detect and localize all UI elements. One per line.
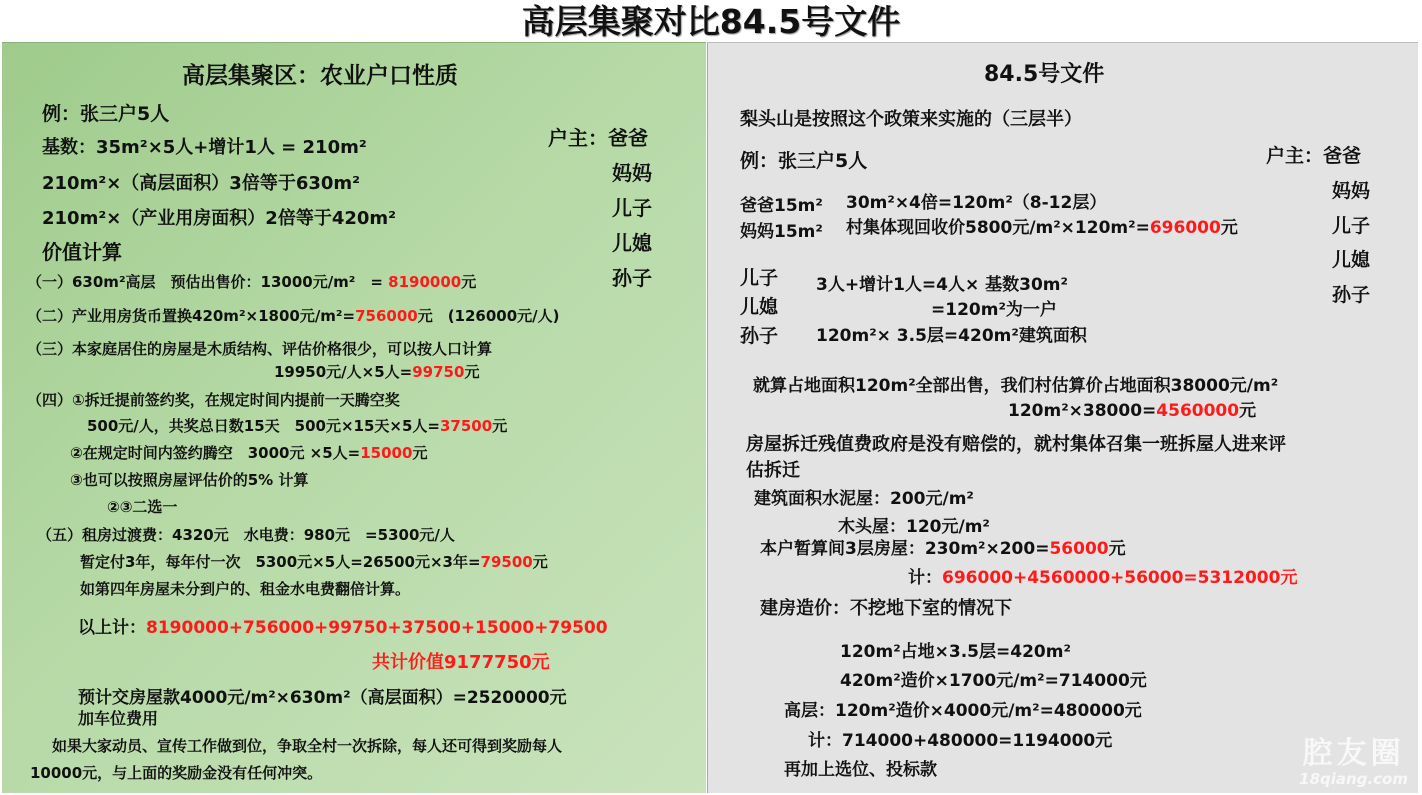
right-panel bbox=[707, 42, 1418, 793]
left-prepay: 预计交房屋款4000元/m²×630m²（高层面积）=2520000元 bbox=[78, 688, 567, 708]
right-heading: 84.5号文件 bbox=[984, 62, 1105, 87]
left-heading: 高层集聚区：农业户口性质 bbox=[182, 63, 458, 89]
left-family-grandson: 孙子 bbox=[612, 266, 652, 290]
right-family-grandson: 孙子 bbox=[1332, 284, 1371, 306]
left-item4-line2: 500元/人，共奖总日数15天 500元×15天×5人=37500元 bbox=[87, 417, 508, 435]
right-bc1: 120m²占地×3.5层=420m² bbox=[840, 642, 1071, 662]
right-bc4: 计：714000+480000=1194000元 bbox=[808, 731, 1113, 751]
right-grandson: 孙子 bbox=[740, 325, 779, 347]
right-example: 例：张三户5人 bbox=[740, 150, 868, 172]
right-wood: 木头屋：120元/m² bbox=[838, 517, 990, 537]
right-calc4: =120m²为一户 bbox=[931, 300, 1057, 320]
left-note-line1: 如果大家动员、宣传工作做到位，争取全村一次拆除，每人还可得到奖励每人 bbox=[52, 737, 563, 755]
left-family-head: 户主：爸爸 bbox=[548, 126, 648, 150]
left-panel bbox=[2, 42, 706, 793]
right-son: 儿子 bbox=[740, 267, 779, 289]
left-family-son: 儿子 bbox=[612, 196, 652, 220]
left-parking: 加车位费用 bbox=[78, 709, 159, 728]
right-cement: 建筑面积水泥屋：200元/m² bbox=[754, 489, 974, 509]
left-note-line2: 10000元，与上面的奖励金没有任何冲突。 bbox=[30, 764, 323, 782]
right-calc2: 村集体现回收价5800元/m²×120m²=696000元 bbox=[846, 218, 1238, 238]
right-residual-line1: 房屋拆迁残值费政府是没有赔偿的，就村集体召集一班拆屋人进来评 bbox=[746, 434, 1286, 455]
right-land-line2: 120m²×38000=4560000元 bbox=[1008, 401, 1257, 421]
right-daughter-in-law: 儿媳 bbox=[740, 296, 779, 318]
left-example: 例：张三户5人 bbox=[42, 103, 170, 125]
left-item5-line1: （五）租房过渡费：4320元 水电费：980元 =5300元/人 bbox=[37, 526, 455, 544]
right-household: 本户暂算间3层房屋：230m²×200=56000元 bbox=[760, 539, 1126, 559]
left-item4-line3: ②在规定时间内签约腾空 3000元 ×5人=15000元 bbox=[70, 444, 428, 462]
left-item1: （一）630m²高层 预估出售价：13000元/m² = 8190000元 bbox=[27, 273, 477, 291]
right-calc5: 120m²× 3.5层=420m²建筑面积 bbox=[816, 326, 1087, 346]
left-industrial-area: 210m²×（产业用房面积）2倍等于420m² bbox=[42, 208, 397, 229]
left-family-mom: 妈妈 bbox=[612, 161, 652, 185]
watermark-logo: 腔友圈 18qiang.com bbox=[1299, 736, 1408, 788]
left-total: 共计价值9177750元 bbox=[372, 652, 550, 673]
right-bc5: 再加上选位、投标款 bbox=[784, 760, 937, 780]
right-bc3: 高层：120m²造价×4000元/m²=480000元 bbox=[784, 701, 1142, 721]
right-calc1: 30m²×4倍=120m²（8-12层） bbox=[846, 193, 1107, 213]
right-family-son: 儿子 bbox=[1332, 215, 1371, 237]
left-value-calc: 价值计算 bbox=[42, 240, 122, 264]
right-intro: 梨头山是按照这个政策来实施的（三层半） bbox=[740, 109, 1082, 130]
left-family-daughter-in-law: 儿媳 bbox=[612, 231, 652, 255]
right-mom: 妈妈15m² bbox=[740, 222, 823, 242]
right-family-mom: 妈妈 bbox=[1332, 180, 1371, 202]
left-item5-line2: 暂定付3年，每年付一次 5300元×5人=26500元×3年=79500元 bbox=[80, 553, 548, 571]
left-item4-line1: （四）①拆迁提前签约奖，在规定时间内提前一天腾空奖 bbox=[27, 391, 400, 409]
right-family-daughter-in-law: 儿媳 bbox=[1332, 249, 1371, 271]
right-land-line1: 就算占地面积120m²全部出售，我们村估算价占地面积38000元/m² bbox=[753, 376, 1279, 396]
left-sum: 以上计：8190000+756000+99750+37500+15000+79500 bbox=[78, 618, 608, 638]
left-item3-line2: 19950元/人×5人=99750元 bbox=[274, 363, 480, 381]
right-residual-line2: 估拆迁 bbox=[746, 460, 800, 481]
left-highrise-area: 210m²×（高层面积）3倍等于630m² bbox=[42, 173, 361, 194]
right-build-cost: 建房造价：不挖地下室的情况下 bbox=[760, 598, 1012, 619]
left-base: 基数：35m²×5人+增计1人 = 210m² bbox=[42, 137, 367, 158]
left-item4-line4: ③也可以按照房屋评估价的5% 计算 bbox=[70, 471, 309, 489]
right-dad: 爸爸15m² bbox=[740, 196, 823, 216]
left-item2: （二）产业用房货币置换420m²×1800元/m²=756000元 (126000元/人) bbox=[27, 307, 560, 325]
right-family-head: 户主：爸爸 bbox=[1266, 145, 1362, 167]
left-item3-line1: （三）本家庭居住的房屋是木质结构、评估价格很少，可以按人口计算 bbox=[27, 340, 493, 358]
page-title: 高层集聚对比84.5号文件 bbox=[521, 2, 901, 41]
right-bc2: 420m²造价×1700元/m²=714000元 bbox=[840, 671, 1147, 691]
left-item4-line5: ②③二选一 bbox=[107, 498, 178, 516]
left-item5-line3: 如第四年房屋未分到户的、租金水电费翻倍计算。 bbox=[80, 580, 411, 598]
right-total: 计：696000+4560000+56000=5312000元 bbox=[908, 568, 1298, 588]
right-calc3: 3人+增计1人=4人× 基数30m² bbox=[816, 275, 1068, 295]
